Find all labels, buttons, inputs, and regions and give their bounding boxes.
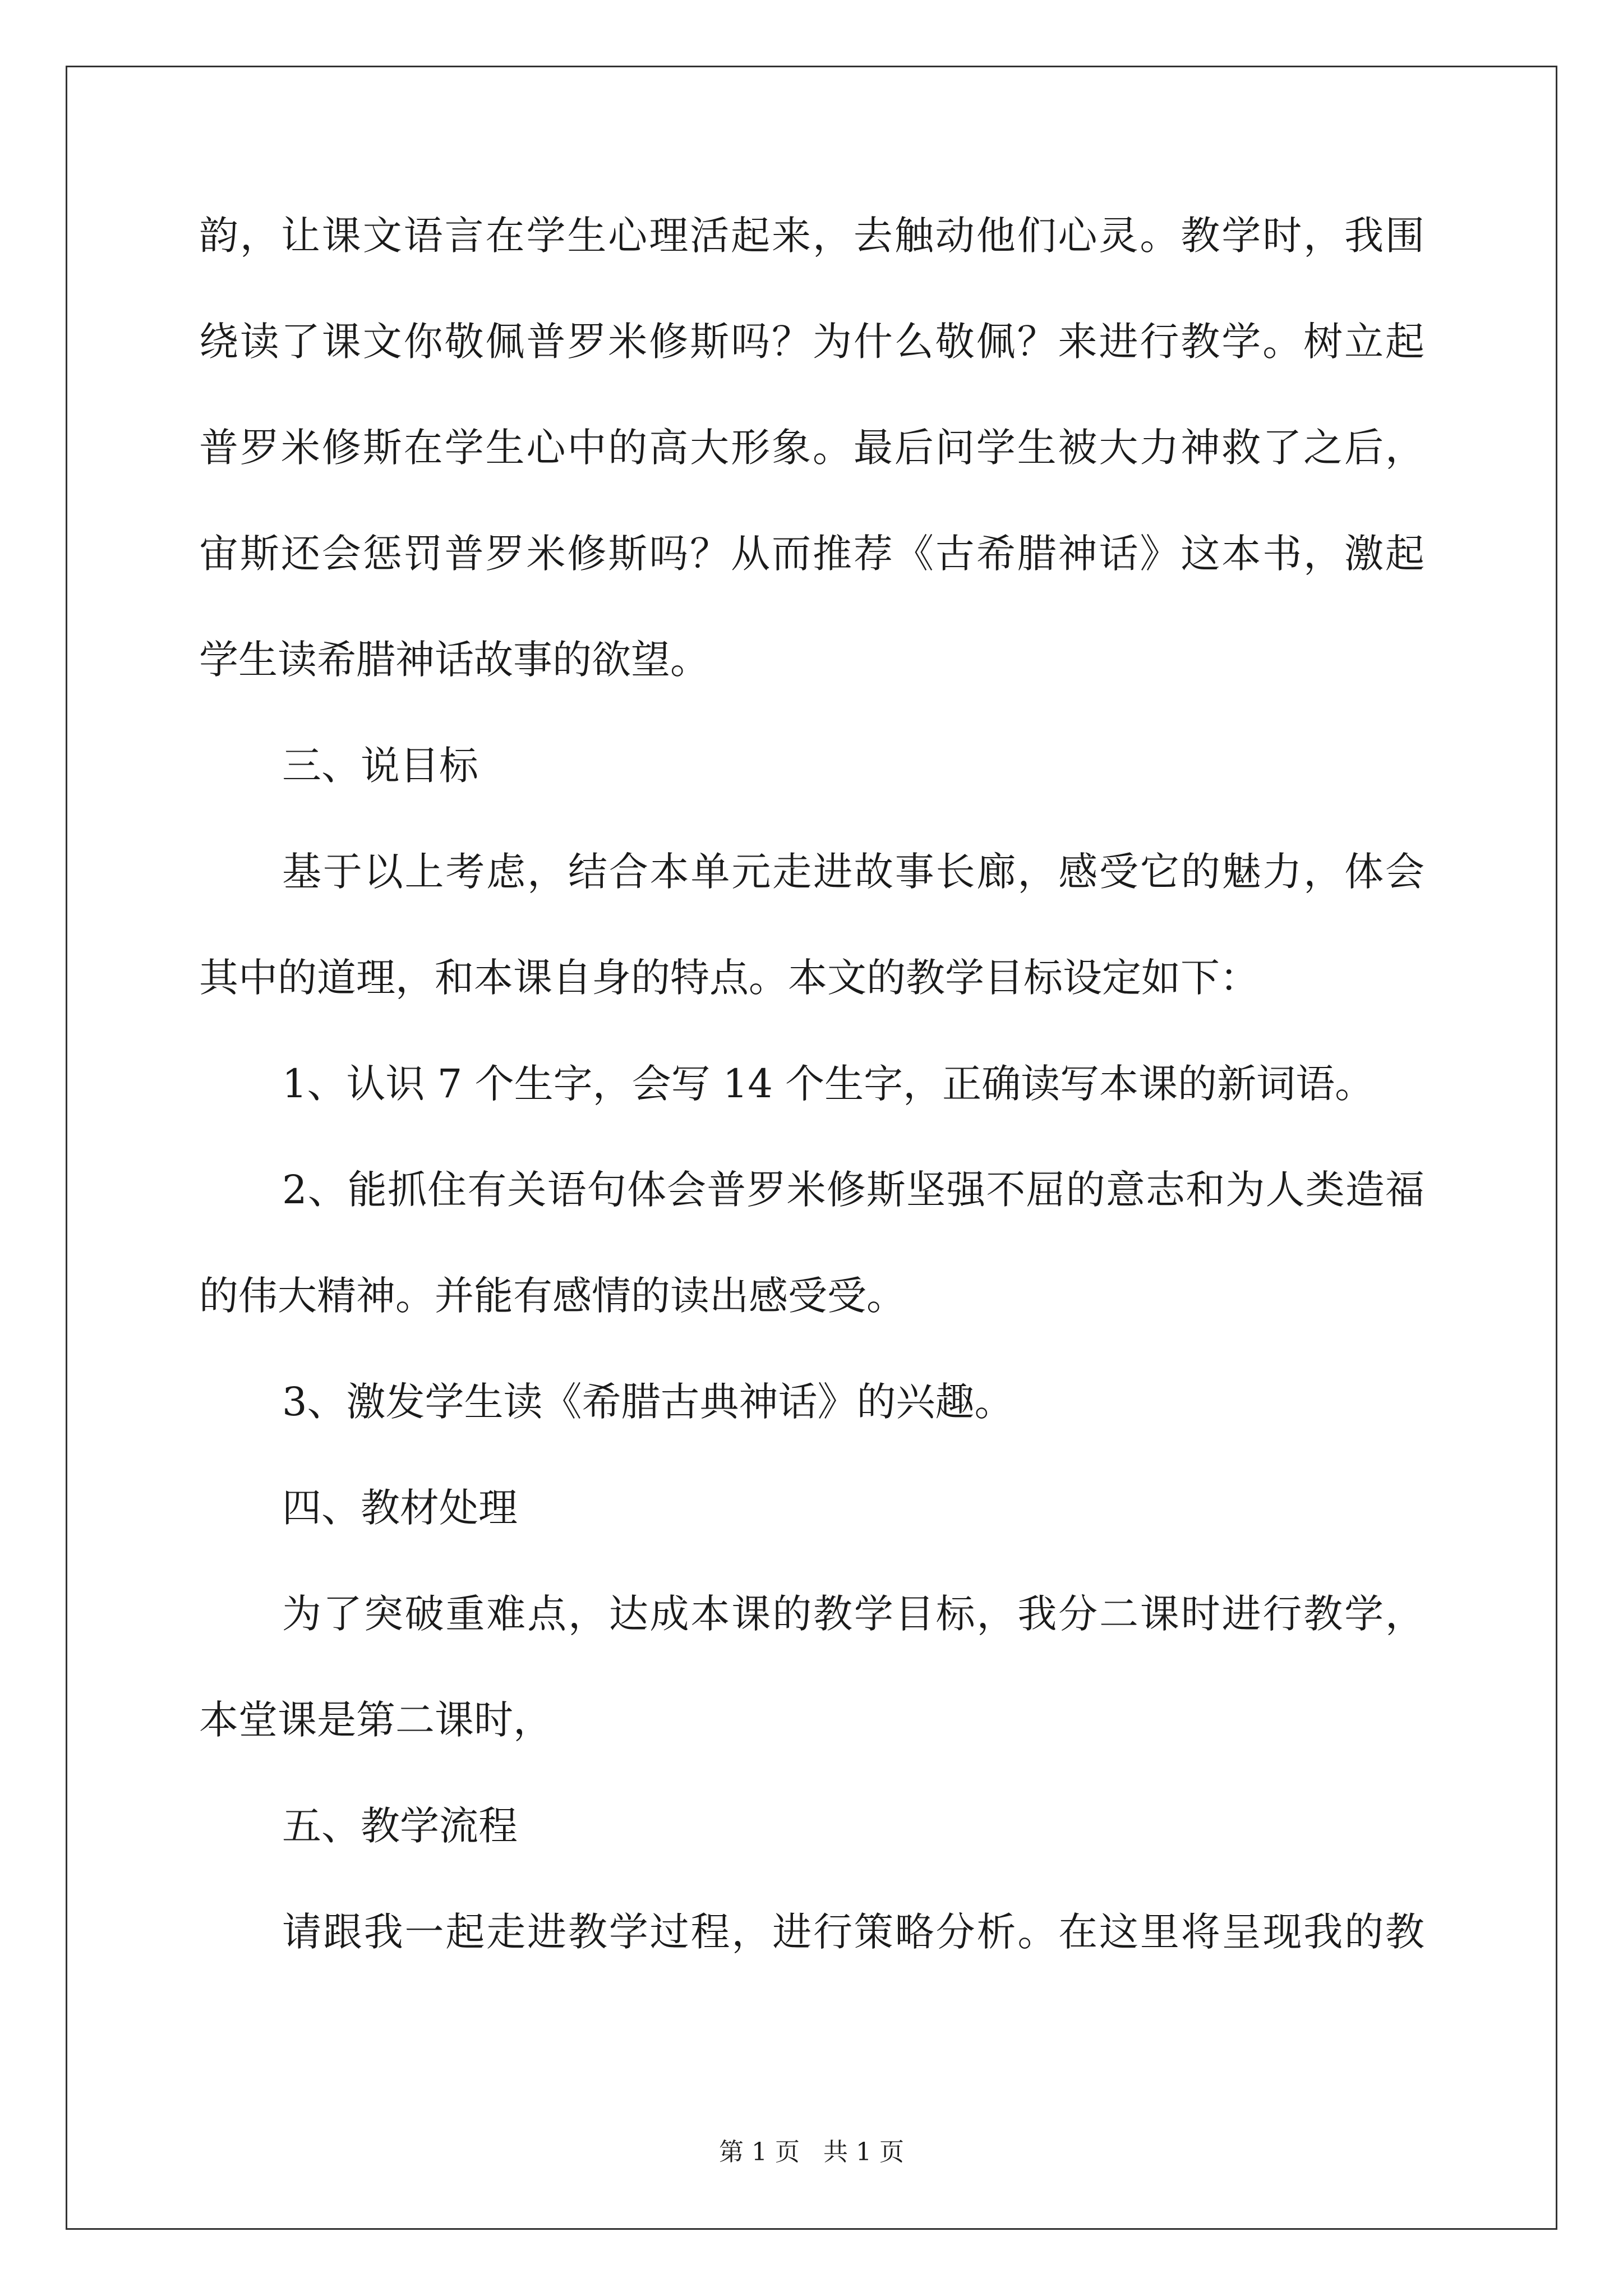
text-line: 基于以上考虑，结合本单元走进故事长廊，感受它的魅力，体会 xyxy=(282,849,1424,895)
text-line: 普罗米修斯在学生心中的高大形象。最后问学生被大力神救了之后， xyxy=(199,425,1424,471)
page-footer xyxy=(0,2132,1623,2168)
section-heading: 三、说目标 xyxy=(282,743,478,789)
list-item: 3、激发学生读《希腊古典神话》的兴趣。 xyxy=(282,1379,1014,1425)
list-item: 1、认识 7 个生字，会写 14 个生字，正确读写本课的新词语。 xyxy=(282,1061,1375,1107)
text-line: 其中的道理，和本课自身的特点。本文的教学目标设定如下： xyxy=(199,955,1259,1001)
text-line: 绕读了课文你敬佩普罗米修斯吗？为什么敬佩？来进行教学。树立起 xyxy=(199,319,1424,365)
page-number: 第 1 页 xyxy=(719,2138,800,2166)
text-line: 为了突破重难点，达成本课的教学目标，我分二课时进行教学， xyxy=(282,1591,1424,1637)
list-item: 2、能抓住有关语句体会普罗米修斯坚强不屈的意志和为人类造福 xyxy=(282,1167,1424,1213)
text-line: 宙斯还会惩罚普罗米修斯吗？从而推荐《古希腊神话》这本书，激起 xyxy=(199,531,1424,577)
page-total: 共 1 页 xyxy=(823,2138,904,2166)
section-heading: 五、教学流程 xyxy=(282,1803,518,1849)
text-line: 本堂课是第二课时， xyxy=(199,1697,552,1743)
section-heading: 四、教材处理 xyxy=(282,1485,518,1531)
text-line: 的伟大精神。并能有感情的读出感受受。 xyxy=(199,1273,906,1319)
text-line: 韵，让课文语言在学生心理活起来，去触动他们心灵。教学时，我围 xyxy=(199,213,1424,259)
text-line: 学生读希腊神话故事的欲望。 xyxy=(199,637,709,683)
page-border xyxy=(66,66,1557,2230)
text-line: 请跟我一起走进教学过程，进行策略分析。在这里将呈现我的教 xyxy=(282,1909,1424,1955)
